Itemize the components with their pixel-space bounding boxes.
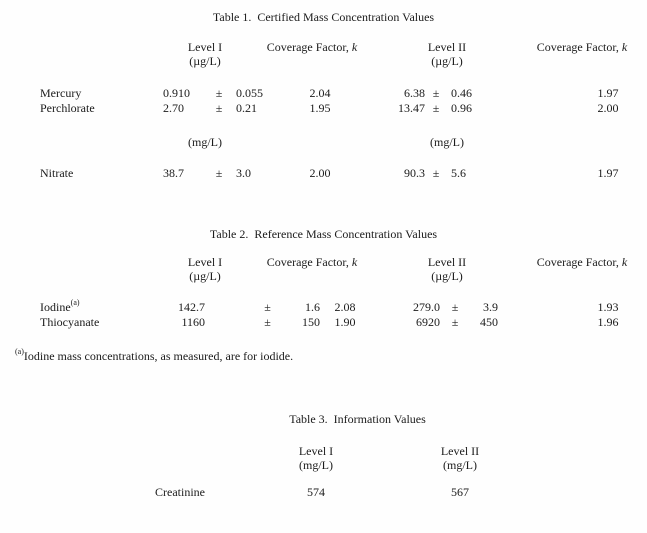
table1-unit-row xyxy=(0,135,647,149)
level1-value-cell: 1160 xyxy=(181,315,205,329)
table-row-mercury xyxy=(0,86,647,101)
table1-ug-rows xyxy=(0,86,647,116)
coverage-factor2-cell: 2.00 xyxy=(597,101,619,115)
plus-minus-symbol: ± xyxy=(264,300,271,314)
table1-coverage-factor2-header: Coverage Factor, k xyxy=(536,40,628,54)
table1-header-spacer xyxy=(0,40,163,68)
table2-header-row xyxy=(0,255,647,283)
coverage-factor2-cell: 1.96 xyxy=(597,315,619,329)
plus-minus-symbol: ± xyxy=(432,166,440,180)
table3-level1-header: Level I (mg/L) xyxy=(298,444,334,472)
spacer xyxy=(495,166,569,181)
spacer xyxy=(498,300,569,315)
level1-value-cell: 0.910 xyxy=(163,86,190,100)
level2-value-cell: 567 xyxy=(451,485,469,499)
plus-minus-symbol: ± xyxy=(432,86,440,100)
level1-value-cell: 142.7 xyxy=(178,300,205,314)
level1-uncertainty-cell: 0.055 xyxy=(236,86,263,100)
footnote-marker: (a) xyxy=(15,347,24,356)
coverage-factor1-cell: 2.08 xyxy=(334,300,356,314)
table2-coverage-factor2-header: Coverage Factor, k xyxy=(536,255,628,269)
spacer xyxy=(517,135,647,149)
plus-minus-symbol: ± xyxy=(215,101,223,115)
coverage-factor1-cell: 1.95 xyxy=(309,101,331,115)
coverage-factor1-cell: 2.04 xyxy=(309,86,331,100)
spacer xyxy=(247,135,377,149)
table3-title: Table 3. Information Values xyxy=(289,412,426,426)
spacer xyxy=(0,444,250,472)
plus-minus-symbol: ± xyxy=(432,101,440,115)
level1-uncertainty-cell: 0.21 xyxy=(236,101,257,115)
spacer xyxy=(0,135,163,149)
level1-uncertainty-cell: 1.6 xyxy=(305,300,320,314)
analyte-cell: Thiocyanate xyxy=(40,315,100,329)
level2-value-cell: 279.0 xyxy=(413,300,440,314)
coverage-factor2-cell: 1.97 xyxy=(597,86,619,100)
table3-level2-header: Level II (mg/L) xyxy=(440,444,480,472)
level2-unit-label: (mg/L) xyxy=(430,135,464,149)
table1-level1-header: Level I (µg/L) xyxy=(187,40,223,68)
table-row-thiocyanate xyxy=(0,315,647,330)
table1-header-row xyxy=(0,40,647,68)
level1-uncertainty-cell: 3.0 xyxy=(236,166,251,180)
table1-title: Table 1. Certified Mass Concentration Values xyxy=(212,10,435,24)
analyte-cell: Creatinine xyxy=(155,485,205,499)
level1-unit-label: (mg/L) xyxy=(188,135,222,149)
level1-value-cell: 2.70 xyxy=(163,101,184,115)
footnote-marker: (a) xyxy=(70,298,80,307)
level2-value-cell: 90.3 xyxy=(404,166,425,180)
plus-minus-symbol: ± xyxy=(451,300,459,314)
table2-level2-header: Level II (µg/L) xyxy=(427,255,467,283)
coverage-factor2-cell: 1.93 xyxy=(597,300,619,314)
level1-uncertainty-cell: 150 xyxy=(302,315,320,329)
table2-footnote: $^{(a)}$Iodine mass concentrations, as measured, are for iodide. xyxy=(15,347,294,363)
table-row-creatinine xyxy=(0,485,647,500)
level2-uncertainty-cell: 5.6 xyxy=(451,166,466,180)
level2-value-cell: 6920 xyxy=(416,315,440,329)
table2-rows xyxy=(0,300,647,330)
table-row-perchlorate xyxy=(0,101,647,116)
table-row-nitrate xyxy=(0,166,647,181)
table-row-iodine xyxy=(0,300,647,315)
table2-level1-header: Level I (µg/L) xyxy=(187,255,223,283)
table1-coverage-factor1-header: Coverage Factor, k xyxy=(266,40,358,54)
level2-uncertainty-cell: 3.9 xyxy=(483,300,498,314)
plus-minus-symbol: ± xyxy=(451,315,459,329)
level2-uncertainty-cell: 450 xyxy=(480,315,498,329)
coverage-factor1-cell: 1.90 xyxy=(334,315,356,329)
table3-header-row xyxy=(0,444,647,472)
table2-title: Table 2. Reference Mass Concentration Values xyxy=(209,227,438,241)
spacer xyxy=(205,300,260,315)
analyte-cell: Nitrate xyxy=(40,166,74,180)
spacer xyxy=(495,101,569,116)
plus-minus-symbol: ± xyxy=(215,166,223,180)
level2-value-cell: 13.47 xyxy=(398,101,425,115)
spacer xyxy=(205,315,260,330)
analyte-cell: Mercury xyxy=(40,86,82,100)
analyte-cell: Perchlorate xyxy=(40,101,95,115)
level2-uncertainty-cell: 0.46 xyxy=(451,86,472,100)
level2-uncertainty-cell: 0.96 xyxy=(451,101,472,115)
level1-value-cell: 574 xyxy=(307,485,325,499)
table2-header-spacer xyxy=(0,255,163,283)
plus-minus-symbol: ± xyxy=(215,86,223,100)
table1-level2-header: Level II (µg/L) xyxy=(427,40,467,68)
level1-value-cell: 38.7 xyxy=(163,166,184,180)
level2-value-cell: 6.38 xyxy=(404,86,425,100)
table2-coverage-factor1-header: Coverage Factor, k xyxy=(266,255,358,269)
spacer xyxy=(498,315,569,330)
analyte-cell: Iodine$^{(a)}$ xyxy=(40,298,80,314)
coverage-factor1-cell: 2.00 xyxy=(309,166,331,180)
coverage-factor2-cell: 1.97 xyxy=(597,166,619,180)
spacer xyxy=(495,86,569,101)
plus-minus-symbol: ± xyxy=(264,315,271,329)
